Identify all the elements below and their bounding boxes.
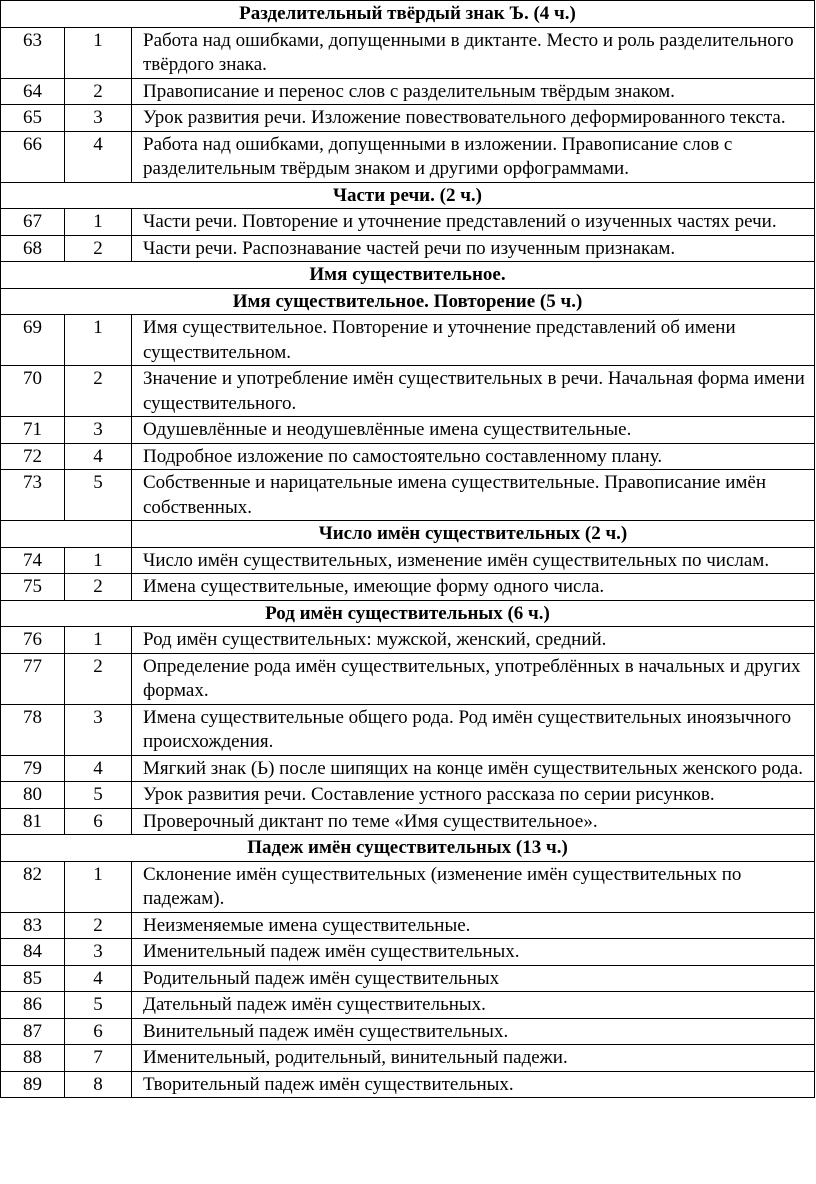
section-header-row [1, 835, 815, 862]
section-title: Имя существительное. Повторение (5 ч.) [1, 288, 815, 315]
lesson-row [1, 912, 815, 939]
section-title: Разделительный твёрдый знак Ъ. (4 ч.) [1, 1, 815, 28]
lesson-number: 73 [1, 470, 65, 521]
topic-lesson-number: 1 [65, 27, 132, 78]
lesson-topic: Именительный падеж имён существительных. [132, 939, 815, 966]
lesson-number: 79 [1, 755, 65, 782]
topic-lesson-number: 1 [65, 315, 132, 366]
topic-lesson-number: 1 [65, 209, 132, 236]
lesson-number: 70 [1, 366, 65, 417]
lesson-topic: Подробное изложение по самостоятельно составленному плану. [132, 443, 815, 470]
lesson-number: 74 [1, 547, 65, 574]
lesson-topic: Творительный падеж имён существительных. [132, 1071, 815, 1098]
topic-lesson-number: 2 [65, 912, 132, 939]
lesson-number: 87 [1, 1018, 65, 1045]
topic-lesson-number: 1 [65, 547, 132, 574]
lesson-number: 63 [1, 27, 65, 78]
lesson-row [1, 992, 815, 1019]
section-title: Части речи. (2 ч.) [1, 182, 815, 209]
lesson-number: 83 [1, 912, 65, 939]
section-title: Имя существительное. [1, 262, 815, 289]
lesson-topic: Работа над ошибками, допущенными в изложении. Правописание слов с разделительным твёрдым знаком и другими орфограммами. [132, 131, 815, 182]
topic-lesson-number: 5 [65, 782, 132, 809]
lesson-number: 66 [1, 131, 65, 182]
lesson-number: 76 [1, 627, 65, 654]
empty-cell [1, 521, 132, 548]
lesson-topic: Значение и употребление имён существительных в речи. Начальная форма имени существительного. [132, 366, 815, 417]
table-body [1, 1, 815, 1098]
topic-lesson-number: 3 [65, 105, 132, 132]
lesson-row [1, 547, 815, 574]
lesson-topic: Урок развития речи. Изложение повествовательного деформированного текста. [132, 105, 815, 132]
topic-lesson-number: 3 [65, 704, 132, 755]
lesson-row [1, 209, 815, 236]
section-header-row [1, 288, 815, 315]
lesson-row [1, 131, 815, 182]
lesson-number: 67 [1, 209, 65, 236]
topic-lesson-number: 4 [65, 965, 132, 992]
section-header-row [1, 182, 815, 209]
lesson-row [1, 105, 815, 132]
lesson-topic: Собственные и нарицательные имена существительные. Правописание имён собственных. [132, 470, 815, 521]
lesson-row [1, 965, 815, 992]
lesson-topic: Проверочный диктант по теме «Имя существительное». [132, 808, 815, 835]
lesson-number: 85 [1, 965, 65, 992]
topic-lesson-number: 4 [65, 443, 132, 470]
topic-lesson-number: 5 [65, 992, 132, 1019]
lesson-number: 80 [1, 782, 65, 809]
lesson-row [1, 1018, 815, 1045]
lesson-row [1, 627, 815, 654]
lesson-number: 65 [1, 105, 65, 132]
lesson-number: 89 [1, 1071, 65, 1098]
lesson-number: 71 [1, 417, 65, 444]
section-title: Род имён существительных (6 ч.) [1, 600, 815, 627]
lesson-row [1, 782, 815, 809]
lesson-row [1, 755, 815, 782]
lesson-row [1, 574, 815, 601]
lesson-topic: Одушевлённые и неодушевлённые имена существительные. [132, 417, 815, 444]
lesson-topic: Имя существительное. Повторение и уточнение представлений об имени существительном. [132, 315, 815, 366]
lesson-topic: Число имён существительных, изменение имён существительных по числам. [132, 547, 815, 574]
lesson-topic: Части речи. Распознавание частей речи по изученным признакам. [132, 235, 815, 262]
lesson-topic: Урок развития речи. Составление устного рассказа по серии рисунков. [132, 782, 815, 809]
lesson-row [1, 27, 815, 78]
topic-lesson-number: 6 [65, 808, 132, 835]
topic-lesson-number: 7 [65, 1045, 132, 1072]
section-header-row [1, 1, 815, 28]
lesson-number: 78 [1, 704, 65, 755]
topic-lesson-number: 2 [65, 235, 132, 262]
lesson-row [1, 417, 815, 444]
lesson-topic: Правописание и перенос слов с разделительным твёрдым знаком. [132, 78, 815, 105]
lesson-number: 75 [1, 574, 65, 601]
lesson-topic: Имена существительные, имеющие форму одного числа. [132, 574, 815, 601]
topic-lesson-number: 3 [65, 939, 132, 966]
lesson-number: 64 [1, 78, 65, 105]
lesson-number: 72 [1, 443, 65, 470]
lesson-number: 82 [1, 861, 65, 912]
topic-lesson-number: 8 [65, 1071, 132, 1098]
lesson-row [1, 808, 815, 835]
section-header-row [1, 262, 815, 289]
topic-lesson-number: 2 [65, 653, 132, 704]
lesson-number: 86 [1, 992, 65, 1019]
lesson-topic: Винительный падеж имён существительных. [132, 1018, 815, 1045]
lesson-row [1, 1071, 815, 1098]
lesson-row [1, 1045, 815, 1072]
lesson-number: 77 [1, 653, 65, 704]
lesson-row [1, 78, 815, 105]
lesson-number: 69 [1, 315, 65, 366]
lesson-topic: Род имён существительных: мужской, женский, средний. [132, 627, 815, 654]
section-header-row [1, 600, 815, 627]
lesson-topic: Родительный падеж имён существительных [132, 965, 815, 992]
lesson-row [1, 470, 815, 521]
topic-lesson-number: 1 [65, 627, 132, 654]
lesson-number: 81 [1, 808, 65, 835]
lesson-row [1, 443, 815, 470]
lesson-topic: Дательный падеж имён существительных. [132, 992, 815, 1019]
lesson-row [1, 653, 815, 704]
lesson-topic: Неизменяемые имена существительные. [132, 912, 815, 939]
lesson-number: 88 [1, 1045, 65, 1072]
topic-lesson-number: 2 [65, 366, 132, 417]
lesson-row [1, 704, 815, 755]
lesson-number: 84 [1, 939, 65, 966]
topic-lesson-number: 3 [65, 417, 132, 444]
lesson-topic: Части речи. Повторение и уточнение представлений о изученных частях речи. [132, 209, 815, 236]
lesson-row [1, 235, 815, 262]
section-title: Число имён существительных (2 ч.) [132, 521, 815, 548]
topic-lesson-number: 5 [65, 470, 132, 521]
topic-lesson-number: 2 [65, 574, 132, 601]
lesson-topic: Определение рода имён существительных, употреблённых в начальных и других формах. [132, 653, 815, 704]
lesson-topic: Имена существительные общего рода. Род имён существительных иноязычного происхождения. [132, 704, 815, 755]
topic-lesson-number: 4 [65, 755, 132, 782]
topic-lesson-number: 6 [65, 1018, 132, 1045]
lesson-number: 68 [1, 235, 65, 262]
lesson-row [1, 861, 815, 912]
lesson-row [1, 315, 815, 366]
topic-lesson-number: 2 [65, 78, 132, 105]
lesson-topic: Мягкий знак (Ь) после шипящих на конце имён существительных женского рода. [132, 755, 815, 782]
lesson-row [1, 366, 815, 417]
lesson-topic: Склонение имён существительных (изменение имён существительных по падежам). [132, 861, 815, 912]
topic-lesson-number: 1 [65, 861, 132, 912]
section-title: Падеж имён существительных (13 ч.) [1, 835, 815, 862]
lesson-topic: Работа над ошибками, допущенными в диктанте. Место и роль разделительного твёрдого знака. [132, 27, 815, 78]
section-header-row [1, 521, 815, 548]
lesson-topic: Именительный, родительный, винительный падежи. [132, 1045, 815, 1072]
topic-lesson-number: 4 [65, 131, 132, 182]
lesson-row [1, 939, 815, 966]
